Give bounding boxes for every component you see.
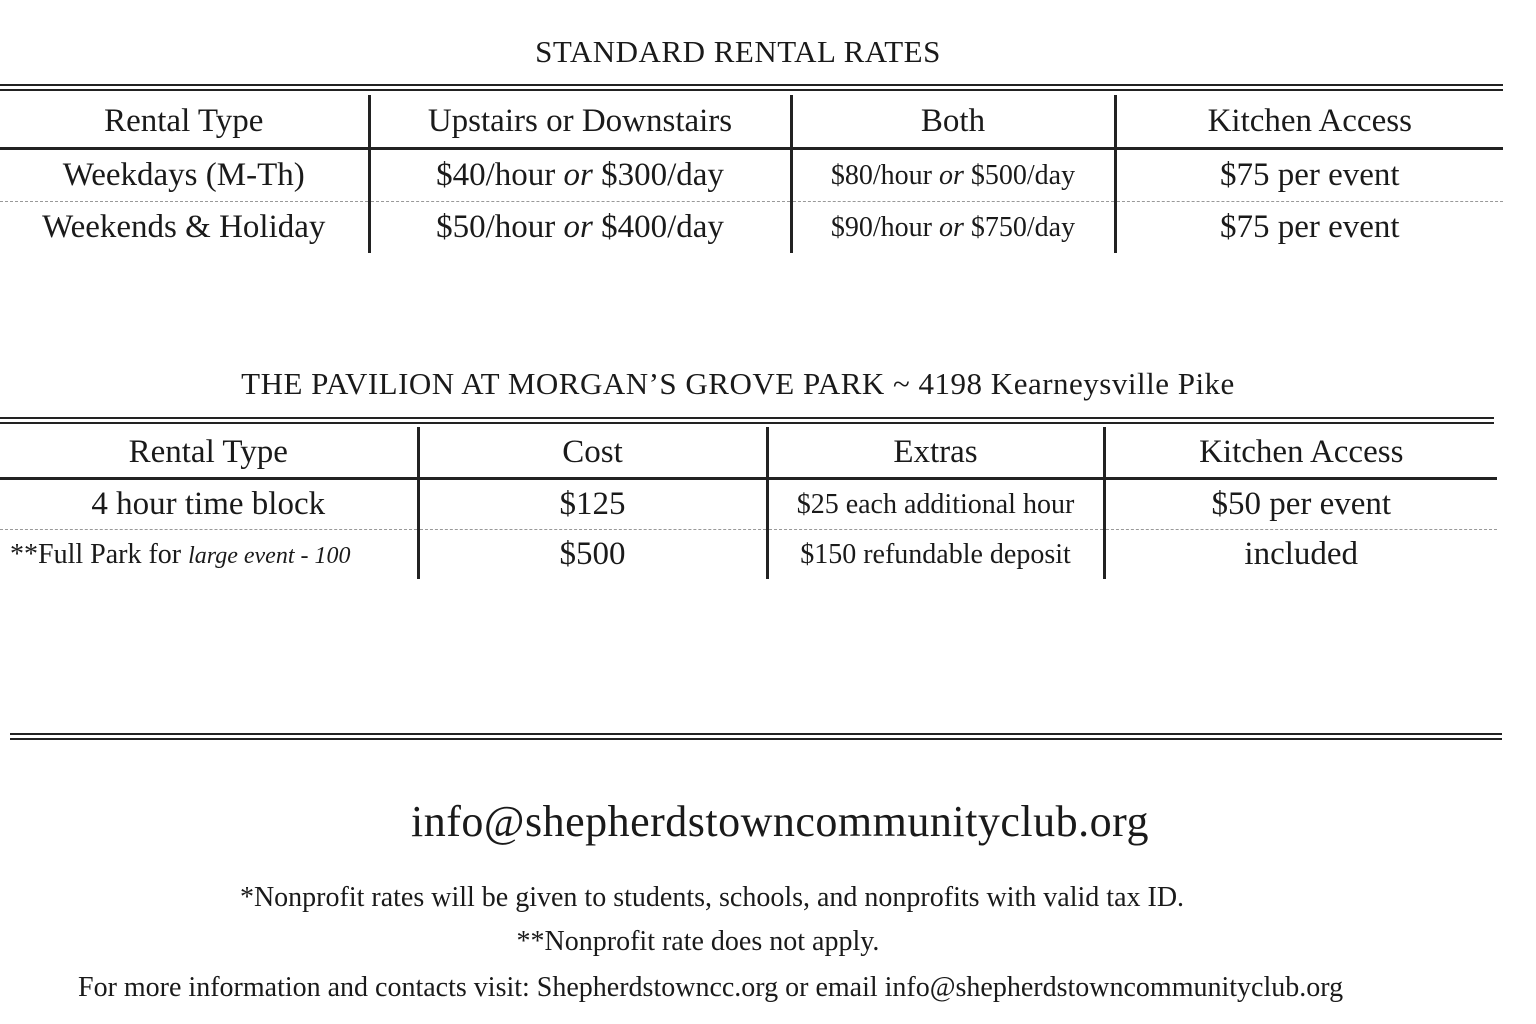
both-floors-rate-cell (791, 149, 1115, 202)
daily-rate: $300/day (601, 157, 724, 193)
pavilion-top-rule (0, 417, 1494, 419)
rental-type-cell (0, 530, 418, 580)
extras-cell: $25 each additional hour (767, 479, 1104, 530)
footer-divider (10, 733, 1502, 735)
single-floor-rate-cell (369, 149, 791, 202)
column-header-upstairs-or-downstairs: Upstairs or Downstairs (369, 95, 791, 149)
standard-rates-title: STANDARD RENTAL RATES (535, 34, 941, 69)
or-text: or (938, 211, 964, 243)
hourly-rate: $90/hour (830, 211, 932, 243)
pavilion-title: THE PAVILION AT MORGAN’S GROVE PARK ~ 4198 Kearneysville Pike (241, 366, 1235, 401)
hourly-rate: $40/hour (436, 157, 556, 193)
single-floor-rate-cell (369, 202, 791, 254)
extras-cell: $150 refundable deposit (767, 530, 1104, 580)
full-park-label: **Full Park for (10, 538, 182, 570)
hourly-rate: $50/hour (436, 209, 556, 245)
standard-rates-table (0, 95, 1503, 253)
column-header-both: Both (791, 95, 1115, 149)
contact-information: For more information and contacts visit: Shepherdstowncc.org or email info@shepherdstowncommunityclub.org (78, 972, 1344, 1003)
column-header-kitchen-access: Kitchen Access (1115, 95, 1503, 149)
table-header-row (0, 427, 1497, 479)
daily-rate: $750/day (970, 211, 1076, 243)
table-header-row (0, 95, 1503, 149)
table-row (0, 530, 1497, 580)
kitchen-access-cell: $75 per event (1115, 149, 1503, 202)
column-header-kitchen-access: Kitchen Access (1104, 427, 1497, 479)
table-row (0, 479, 1497, 530)
column-header-extras: Extras (767, 427, 1104, 479)
or-text: or (563, 157, 593, 193)
rental-type-cell: 4 hour time block (0, 479, 418, 530)
cost-cell: $500 (418, 530, 767, 580)
table-row (0, 202, 1503, 254)
column-header-rental-type: Rental Type (0, 95, 369, 149)
rental-type-cell: Weekends & Holiday (42, 209, 326, 245)
contact-email[interactable]: info@shepherdstowncommunityclub.org (411, 797, 1149, 846)
rental-type-cell: Weekdays (M-Th) (0, 149, 369, 202)
both-floors-rate-cell (791, 202, 1115, 254)
daily-rate: $400/day (601, 209, 724, 245)
nonprofit-exception-note: **Nonprofit rate does not apply. (516, 926, 880, 957)
pavilion-rates-table (0, 427, 1497, 579)
hourly-rate: $80/hour (830, 159, 932, 191)
cost-cell: $125 (418, 479, 767, 530)
kitchen-access-cell: $50 per event (1104, 479, 1497, 530)
or-text: or (938, 159, 964, 191)
large-event-note: large event - 100 (188, 542, 351, 569)
kitchen-access-cell: $75 per event (1115, 202, 1503, 254)
or-text: or (563, 209, 593, 245)
daily-rate: $500/day (970, 159, 1076, 191)
nonprofit-rate-note: *Nonprofit rates will be given to students, schools, and nonprofits with valid tax ID. (239, 882, 1185, 913)
column-header-rental-type: Rental Type (0, 427, 418, 479)
table-row (0, 149, 1503, 202)
standard-rates-top-rule (0, 84, 1503, 86)
kitchen-access-cell: included (1104, 530, 1497, 580)
column-header-cost: Cost (418, 427, 767, 479)
